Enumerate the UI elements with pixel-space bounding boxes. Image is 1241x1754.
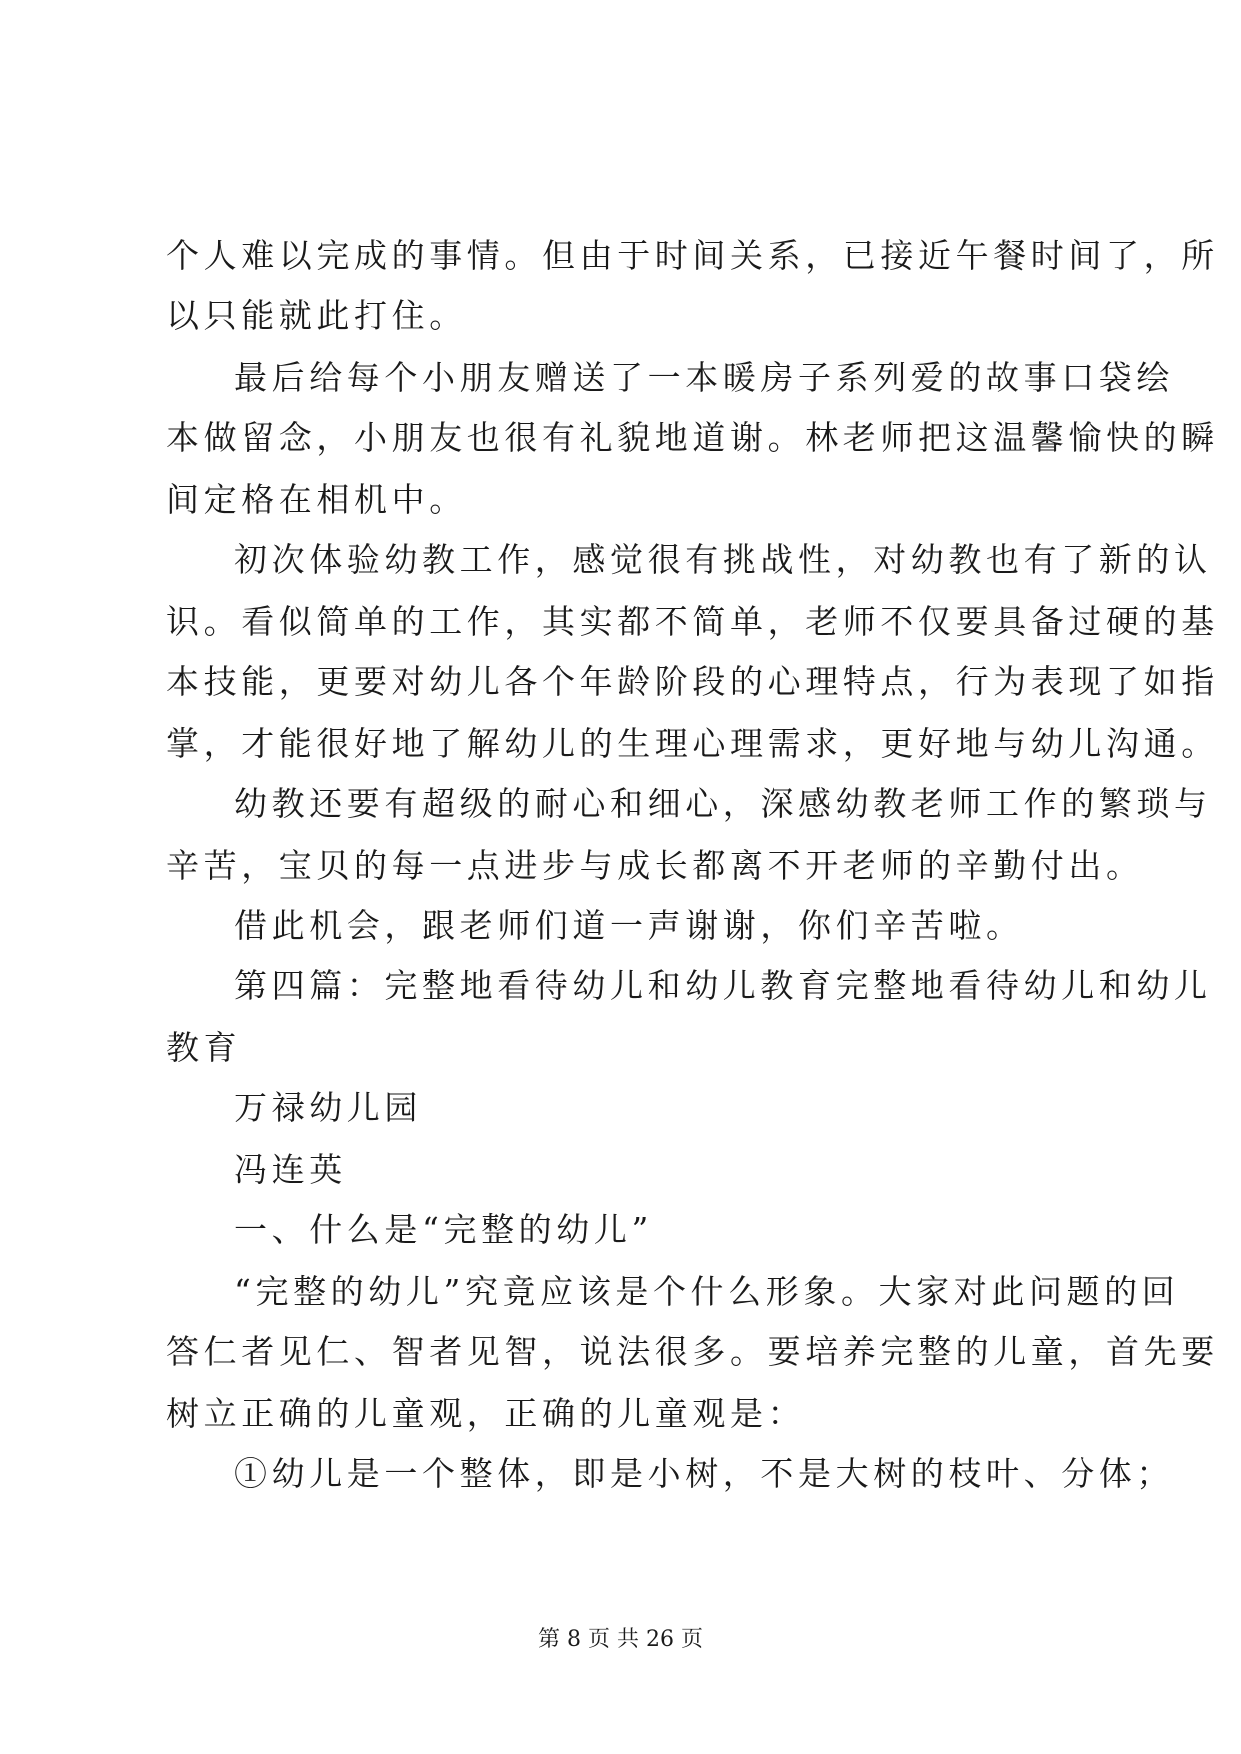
section-heading: 教育 [166,1028,242,1067]
author-name: 冯连英 [234,1150,347,1189]
text-line: 识。看似简单的工作，其实都不简单，老师不仅要具备过硬的基 [166,602,1219,641]
section-heading: 第四篇：完整地看待幼儿和幼儿教育完整地看待幼儿和幼儿 [234,966,1212,1005]
page-number-footer: 第 8 页 共 26 页 [538,1627,703,1652]
text-line: 间定格在相机中。 [166,480,467,519]
text-line: 最后给每个小朋友赠送了一本暖房子系列爱的故事口袋绘 [234,358,1174,397]
text-line: 初次体验幼教工作，感觉很有挑战性，对幼教也有了新的认 [234,540,1212,579]
text-line: 掌，才能很好地了解幼儿的生理心理需求，更好地与幼儿沟通。 [166,724,1219,763]
text-line: “完整的幼儿”究竟应该是个什么形象。大家对此问题的回 [234,1272,1180,1311]
text-line: 辛苦，宝贝的每一点进步与成长都离不开老师的辛勤付出。 [166,846,1144,885]
text-line: 个人难以完成的事情。但由于时间关系，已接近午餐时间了，所 [166,236,1219,275]
text-line: 以只能就此打住。 [166,296,467,335]
text-line: 幼教还要有超级的耐心和细心，深感幼教老师工作的繁琐与 [234,784,1212,823]
organization-name: 万禄幼儿园 [234,1088,422,1127]
text-line: 答仁者见仁、智者见智，说法很多。要培养完整的儿童，首先要 [166,1332,1219,1371]
text-line: 本技能，更要对幼儿各个年龄阶段的心理特点，行为表现了如指 [166,662,1219,701]
subheading: 一、什么是“完整的幼儿” [234,1210,653,1249]
text-line: 树立正确的儿童观，正确的儿童观是： [166,1394,806,1433]
text-line: 本做留念，小朋友也很有礼貌地道谢。林老师把这温馨愉快的瞬 [166,418,1219,457]
text-line: ①幼儿是一个整体，即是小树，不是大树的枝叶、分体； [234,1454,1174,1493]
text-line: 借此机会，跟老师们道一声谢谢，你们辛苦啦。 [234,906,1024,945]
